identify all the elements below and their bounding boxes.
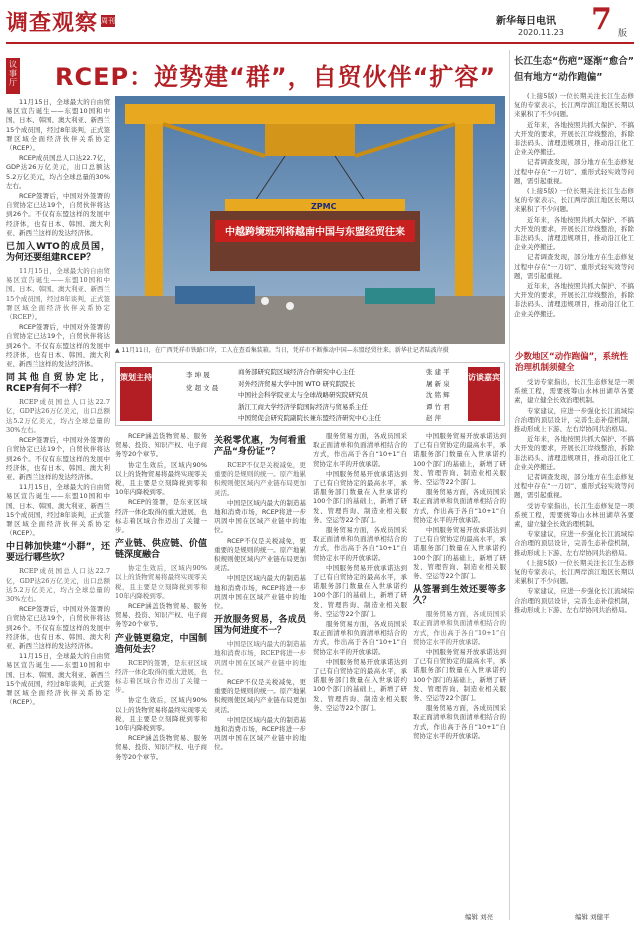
paragraph: 协定生效后，区域内90%以上的货物贸易将最终实现零关税，且主要是立刻降税到零和10年内降税到零。 (115, 564, 207, 600)
paragraph: 服务贸易方面，各成员国采取正面清单和负面清单相结合的方式，作出高于各自“10+1”自贸协定水平的开放承诺。 (313, 432, 407, 468)
article-column-4 (313, 432, 407, 912)
planner-names (186, 369, 234, 395)
subheading: 产业链更稳定，中国制造何处去？ (115, 633, 207, 655)
paragraph: 中国服务贸易开放承诺达到了已有自贸协定的最高水平，承诺服务部门数量在入世承诺约100个部门的基础上，新增了研发、管理咨询、制造业相关服务、空运等22个部门。 (313, 563, 407, 618)
photo-caption: ▲ 11月11日，在广西凭祥市铁路口岸，工人在查看集装箱。当日，凭祥市不断推动中国—东盟经贸往来。新华社记者陆波岸摄 (115, 347, 449, 354)
subheading: 开放服务贸易，各成员国为何进度不一？ (214, 615, 306, 637)
paragraph: 服务贸易方面，各成员国采取正面清单和负面清单相结合的方式，作出高于各自“10+1”自贸协定水平的开放承诺。 (313, 620, 407, 656)
paragraph: 服务贸易方面，各成员国采取正面清单和负面清单相结合的方式，作出高于各自“10+1”自贸协定水平的开放承诺。 (413, 610, 506, 646)
column-tag: 议事厅 (6, 58, 20, 94)
paragraph: 中国是区域内最大的制造基地和消费市场，RCEP将进一步巩固中国在区域产业链中的地位。 (214, 498, 306, 535)
interview-info-box (115, 362, 505, 426)
paragraph: (上接5版) 一位长期关注长江生态修复的专家表示，长江两岸滨江地区长期以来累积了不少问题。 (514, 92, 634, 119)
paragraph: 中国服务贸易开放承诺达到了已有自贸协定的最高水平，承诺服务部门数量在入世承诺约100个部门的基础上，新增了研发、管理咨询、制造业相关服务、空运等22个部门。 (413, 432, 506, 487)
guest-affiliation: 中国社会科学院亚太与全球战略研究院研究员 (238, 391, 368, 399)
logo-tag: 周刊 (101, 17, 116, 25)
paragraph: RCEP成员国总人口达22.7亿，GDP达26万亿美元，出口总额达5.2万亿美元，均占全球总量的30%左右。 (6, 567, 110, 603)
paragraph: 中国服务贸易开放承诺达到了已有自贸协定的最高水平，承诺服务部门数量在入世承诺约100个部门的基础上，新增了研发、管理咨询、制造业相关服务、空运等22个部门。 (413, 526, 506, 581)
paragraph: 中国服务贸易开放承诺达到了已有自贸协定的最高水平，承诺服务部门数量在入世承诺约100个部门的基础上，新增了研发、管理咨询、制造业相关服务、空运等22个部门。 (313, 469, 407, 524)
guest-affiliation: 对外经济贸易大学中国 WTO 研究院院长 (238, 379, 356, 388)
guest-name: 屠 新 泉 (426, 379, 450, 388)
paragraph: 中国是区域内最大的制造基地和消费市场，RCEP将进一步巩固中国在区域产业链中的地位。 (214, 574, 306, 611)
subheading: 从签署到生效还要等多久？ (413, 585, 506, 607)
editor-credit: 编辑 刘亮 (465, 913, 494, 921)
subheading: 中日韩加快建“小群”，还要远行哪些坎？ (6, 542, 110, 564)
paragraph: 中国是区域内最大的制造基地和消费市场，RCEP将进一步巩固中国在区域产业链中的地位。 (214, 715, 306, 752)
guest-affiliation: 中国贸促会研究院副院长兼东盟经济研究中心主任 (238, 414, 381, 422)
paragraph: 记者调查发现，部分地方在生态修复过程中存在“一刀切”、重形式轻实效等问题，需引起重视。 (514, 473, 634, 500)
paragraph: RCEP的签署，是东亚区域经济一体化取得的重大进展，也标志着区域合作迈出了关键一步。 (115, 658, 207, 695)
subheading: 产业链、供应链、价值链深度融合 (115, 539, 207, 561)
paragraph: 11月15日，全球最大的自由贸易区宣告诞生——东盟10国和中国、日本、韩国、澳大利亚、新西兰15个成员国，经过8年谈判，正式签署区域全面经济伙伴关系协定（RCEP）。 (6, 483, 110, 538)
paragraph: 服务贸易方面，各成员国采取正面清单和负面清单相结合的方式，作出高于各自“10+1”自贸协定水平的开放承诺。 (413, 704, 506, 740)
guest-name: 张 建 平 (426, 368, 450, 376)
paragraph: RCEP不仅是关税减免，更重要的是规则的统一。原产地累积规则使区域内产业链布局更加灵活。 (214, 461, 306, 497)
paragraph: RCEP涵盖货物贸易、服务贸易、投资、知识产权、电子商务等20个章节。 (115, 432, 207, 459)
section-logo (6, 6, 115, 36)
paragraph: 专家建议，应进一步强化长江流域综合治理的顶层设计，完善生态补偿机制，推动形成上下游、左右岸协同共治格局。 (514, 587, 634, 614)
guest-names (426, 367, 466, 425)
subheading: 关税零优惠，为何看重产品“身份证”？ (214, 436, 306, 457)
planner-label: 策划主持 (120, 367, 152, 421)
paragraph: 受访专家指出，长江生态修复是一项系统工程，需要统筹山水林田湖草各要素，建立健全长效治理机制。 (514, 501, 634, 529)
guest-name: 赵 萍 (426, 414, 442, 422)
subheading: 同其他自贸协定比，RCEP有何不一样？ (6, 373, 110, 395)
paragraph: (上接5版) 一位长期关注长江生态修复的专家表示，长江两岸滨江地区长期以来累积了不少问题。 (514, 187, 634, 214)
article-column-1 (6, 98, 110, 910)
planner-name: 李 坤 晟 (186, 371, 210, 379)
sidebar-subheading: 少数地区“动作跑偏”，系统性治理机制须健全 (515, 352, 629, 373)
paragraph: 专家建议，应进一步强化长江流域综合治理的顶层设计，完善生态补偿机制，推动形成上下游、左右岸协同共治格局。 (514, 530, 634, 557)
issue-date: 2020.11.23 (518, 28, 564, 37)
guest-affiliation: 浙江工商大学经济学院国际经济与贸易系主任 (238, 402, 368, 411)
subheading: 已加入WTO的成员国，为何还要组建RCEP？ (6, 242, 110, 264)
paragraph: 记者调查发现，部分地方在生态修复过程中存在“一刀切”、重形式轻实效等问题，需引起重视。 (514, 253, 634, 280)
paragraph: RCEP成员国总人口达22.7亿，GDP达26万亿美元，出口总额达5.2万亿美元，均占全球总量的30%左右。 (6, 398, 110, 434)
column-divider (509, 50, 510, 920)
paragraph: 11月15日，全球最大的自由贸易区宣告诞生——东盟10国和中国、日本、韩国、澳大利亚、新西兰15个成员国，经过8年谈判，正式签署区域全面经济伙伴关系协定（RCEP）。 (6, 652, 110, 707)
sidebar-article-body (514, 92, 634, 348)
article-column-3 (214, 432, 306, 912)
sidebar-editor-credit: 编辑 刘健平 (575, 913, 610, 921)
paragraph: RCEP不仅是关税减免，更重要的是规则的统一。原产地累积规则使区域内产业链布局更加灵活。 (214, 536, 306, 573)
paragraph: 近年来，各地按照共抓大保护、不搞大开发的要求，开展长江岸线整治，拆除非法码头、清理违规项目，推动沿江化工企业关停搬迁。 (514, 120, 634, 157)
masthead (6, 4, 634, 44)
sidebar-article-title (514, 54, 634, 86)
paragraph: 服务贸易方面，各成员国采取正面清单和负面清单相结合的方式，作出高于各自“10+1”自贸协定水平的开放承诺。 (313, 526, 407, 562)
sidebar-title-line: 长江生态“伤疤”逐渐“愈合” (514, 56, 634, 67)
paragraph: 中国是区域内最大的制造基地和消费市场，RCEP将进一步巩固中国在区域产业链中的地位。 (214, 640, 306, 676)
newspaper-name: 新华每日电讯 (496, 16, 556, 27)
article-column-5 (413, 432, 506, 902)
logo-text: 调查观察 (6, 10, 99, 36)
guest-name: 谭 竹 君 (426, 402, 450, 411)
paragraph: 近年来，各地按照共抓大保护、不搞大开发的要求，开展长江岸线整治，拆除非法码头、清理违规项目，推动沿江化工企业关停搬迁。 (514, 435, 634, 471)
paragraph: 记者调查发现，部分地方在生态修复过程中存在“一刀切”、重形式轻实效等问题，需引起重视。 (514, 158, 634, 185)
paragraph: 中国服务贸易开放承诺达到了已有自贸协定的最高水平，承诺服务部门数量在入世承诺约100个部门的基础上，新增了研发、管理咨询、制造业相关服务、空运等22个部门。 (413, 648, 506, 703)
paragraph: 协定生效后，区域内90%以上的货物贸易将最终实现零关税，且主要是立刻降税到零和10年内降税到零。 (115, 460, 207, 497)
guest-name: 沈 铭 辉 (426, 391, 450, 399)
headline: RCEP：逆势建“群”，自贸伙伴“扩容” (55, 63, 497, 91)
paragraph: 近年来，各地按照共抓大保护、不搞大开发的要求，开展长江岸线整治，拆除非法码头、清理违规项目，推动沿江化工企业关停搬迁。 (514, 282, 634, 318)
news-photo (115, 96, 505, 344)
paragraph: RCEP签署后，中国对外签署的自贸协定已达19个，自贸伙伴将达到26个。不仅有东盟这样的发展中经济体，也有日本、韩国、澳大利亚、新西兰这样的发达经济体。 (6, 323, 110, 369)
container-crane-image (115, 96, 505, 344)
paragraph: RCEP签署后，中国对外签署的自贸协定已达19个，自贸伙伴将达到26个。不仅有东盟这样的发展中经济体，也有日本、韩国、澳大利亚、新西兰这样的发达经济体。 (6, 192, 110, 237)
paragraph: 服务贸易方面，各成员国采取正面清单和负面清单相结合的方式，作出高于各自“10+1”自贸协定水平的开放承诺。 (413, 488, 506, 524)
paragraph: (上接5版) 一位长期关注长江生态修复的专家表示，长江两岸滨江地区长期以来累积了不少问题。 (514, 558, 634, 586)
paragraph: RCEP成员国总人口达22.7亿，GDP达26万亿美元，出口总额达5.2万亿美元，均占全球总量的30%左右。 (6, 154, 110, 190)
paragraph: RCEP签署后，中国对外签署的自贸协定已达19个，自贸伙伴将达到26个。不仅有东盟这样的发展中经济体，也有日本、韩国、澳大利亚、新西兰这样的发达经济体。 (6, 436, 110, 481)
paragraph: 专家建议，应进一步强化长江流域综合治理的顶层设计，完善生态补偿机制，推动形成上下游、左右岸协同共治格局。 (514, 406, 634, 434)
paragraph: 受访专家指出，长江生态修复是一项系统工程，需要统筹山水林田湖草各要素，建立健全长效治理机制。 (514, 378, 634, 405)
article-column-2 (115, 432, 207, 912)
paragraph: RCEP的签署，是东亚区域经济一体化取得的重大进展，也标志着区域合作迈出了关键一步。 (115, 498, 207, 535)
paragraph: 11月15日，全球最大的自由贸易区宣告诞生——东盟10国和中国、日本、韩国、澳大利亚、新西兰15个成员国，经过8年谈判，正式签署区域全面经济伙伴关系协定（RCEP）。 (6, 98, 110, 153)
paragraph: RCEP涵盖货物贸易、服务贸易、投资、知识产权、电子商务等20个章节。 (115, 734, 207, 761)
paragraph: 协定生效后，区域内90%以上的货物贸易将最终实现零关税，且主要是立刻降税到零和10年内降税到零。 (115, 696, 207, 733)
page-number: 7 (591, 2, 612, 37)
sidebar-article-body-2 (514, 378, 634, 908)
paragraph: RCEP不仅是关税减免，更重要的是规则的统一。原产地累积规则使区域内产业链布局更加灵活。 (214, 678, 306, 714)
guests-label: 访谈嘉宾 (468, 367, 500, 421)
banner-text: 中越跨境班列将越南中国与东盟经贸往来 (225, 227, 405, 238)
sidebar-title-line: 但有地方“动作跑偏” (514, 72, 603, 83)
paragraph: 11月15日，全球最大的自由贸易区宣告诞生——东盟10国和中国、日本、韩国、澳大利亚、新西兰15个成员国，经过8年谈判，正式签署区域全面经济伙伴关系协定（RCEP）。 (6, 267, 110, 322)
paragraph: 近年来，各地按照共抓大保护、不搞大开发的要求，开展长江岸线整治，拆除非法码头、清理违规项目，推动沿江化工企业关停搬迁。 (514, 215, 634, 252)
guest-affiliation: 商务部研究院区域经济合作研究中心主任 (238, 368, 355, 376)
crane-brand-text: ZPMC (311, 202, 337, 211)
paragraph: 中国服务贸易开放承诺达到了已有自贸协定的最高水平，承诺服务部门数量在入世承诺约100个部门的基础上，新增了研发、管理咨询、制造业相关服务、空运等22个部门。 (313, 657, 407, 712)
page-label: 版 (618, 29, 628, 39)
paragraph: RCEP签署后，中国对外签署的自贸协定已达19个，自贸伙伴将达到26个。不仅有东盟这样的发展中经济体，也有日本、韩国、澳大利亚、新西兰这样的发达经济体。 (6, 605, 110, 650)
planner-name: 党 超 文 晨 (186, 384, 219, 392)
paragraph: RCEP涵盖货物贸易、服务贸易、投资、知识产权、电子商务等20个章节。 (115, 602, 207, 629)
